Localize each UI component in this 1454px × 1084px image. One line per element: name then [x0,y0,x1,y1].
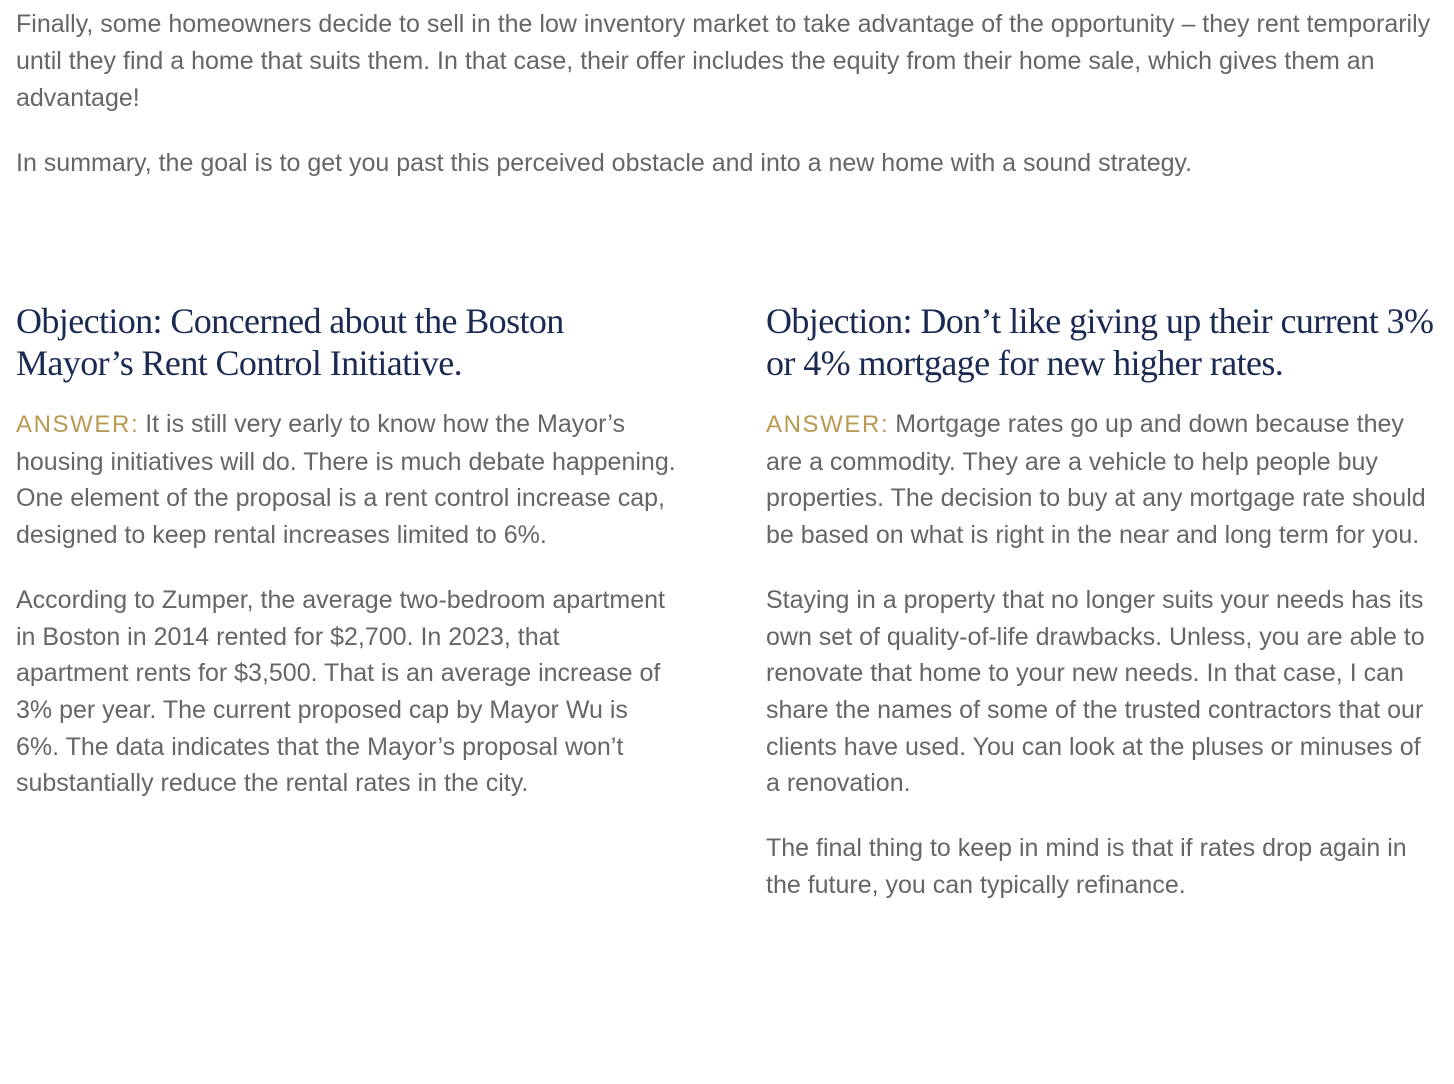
objection-heading: Objection: Don’t like giving up their current 3% or 4% mortgage for new higher rates. [766,301,1434,383]
intro-paragraph-1: Finally, some homeowners decide to sell in the low inventory market to take advantage of the opportunity – they rent temporarily until they find a home that suits them. In that case, their offer includes the equity from their home sale, which gives them an advantage! [16,10,1431,112]
answer-paragraph [766,406,1436,554]
answer-label: ANSWER: [766,411,890,438]
answer-text: Mortgage rates go up and down because they are a commodity. They are a vehicle to help people buy properties. The decision to buy at any mortgage rate should be based on what is right in the near and long term for you. [766,410,1426,550]
intro-section [16,6,1436,210]
body-paragraph: According to Zumper, the average two-bedroom apartment in Boston in 2014 rented for $2,700. In 2023, that apartment rents for $3,500. That is an average increase of 3% per year. The current proposed cap by Mayor Wu is 6%. The data indicates that the Mayor’s proposal won’t substantially reduce the rental rates in the city. [16,585,665,798]
body-paragraph: The final thing to keep in mind is that if rates drop again in the future, you can typically refinance. [766,834,1407,899]
answer-label: ANSWER: [16,411,140,438]
answer-paragraph [16,406,676,554]
objection-heading: Objection: Concerned about the Boston Mayor’s Rent Control Initiative. [16,301,564,383]
intro-paragraph-2: In summary, the goal is to get you past this perceived obstacle and into a new home with a sound strategy. [16,149,1193,177]
objection-mortgage-rates [766,300,1436,931]
body-paragraph: Staying in a property that no longer suits your needs has its own set of quality-of-life drawbacks. Unless, you are able to renovate that home to your new needs. In that case, I can share the names of some of the trusted contractors that our clients have used. You can look at the pluses or minuses of a renovation. [766,585,1425,798]
objection-rent-control [16,300,676,830]
answer-text: It is still very early to know how the Mayor’s housing initiatives will do. There is much debate happening. One element of the proposal is a rent control increase cap, designed to keep rental increases limited to 6%. [16,410,676,550]
